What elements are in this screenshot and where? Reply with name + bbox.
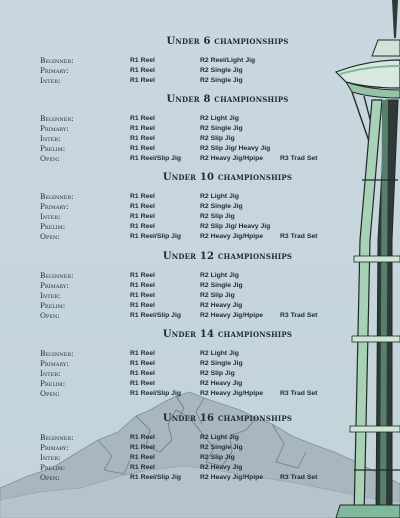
level-label: Beginner: <box>40 271 74 280</box>
level-label: Primary: <box>40 202 69 211</box>
level-label: Inter: <box>40 212 61 221</box>
round-2-dances: R2 Heavy Jig <box>200 380 243 387</box>
round-1-dances: R1 Reel <box>130 115 155 122</box>
level-label: Open: <box>40 389 60 398</box>
section-heading: Under 8 championships <box>166 94 289 105</box>
schedule-row <box>0 359 400 369</box>
level-label: Primary: <box>40 66 69 75</box>
level-label: Prelim: <box>40 144 66 153</box>
round-2-dances: R2 Heavy Jig/Hpipe <box>200 312 264 319</box>
schedule-row <box>0 389 400 399</box>
section-heading: Under 16 championships <box>162 413 293 424</box>
round-1-dances: R1 Reel/Slip Jig <box>130 390 181 397</box>
round-2-dances: R2 Single Jig <box>200 360 243 367</box>
round-2-dances: R2 Single Jig <box>200 77 243 84</box>
round-2-dances: R2 Slip Jig/ Heavy Jig <box>200 223 271 230</box>
round-3-dances: R3 Trad Set <box>280 312 318 319</box>
round-3-dances: R3 Trad Set <box>280 390 318 397</box>
level-label: Prelim: <box>40 463 66 472</box>
schedule-row <box>0 124 400 134</box>
round-1-dances: R1 Reel <box>130 380 155 387</box>
round-2-dances: R2 Single Jig <box>200 444 243 451</box>
round-1-dances: R1 Reel/Slip Jig <box>130 474 181 481</box>
round-3-dances: R3 Trad Set <box>280 233 318 240</box>
round-2-dances: R2 Heavy Jig/Hpipe <box>200 233 264 240</box>
round-2-dances: R2 Slip Jig <box>200 454 235 461</box>
round-2-dances: R2 Heavy Jig <box>200 302 243 309</box>
level-label: Open: <box>40 154 60 163</box>
level-label: Beginner: <box>40 433 74 442</box>
level-label: Open: <box>40 232 60 241</box>
round-2-dances: R2 Reel/Light Jig <box>200 57 256 64</box>
round-1-dances: R1 Reel <box>130 193 155 200</box>
schedule-row <box>0 232 400 242</box>
section-heading: Under 12 championships <box>162 251 293 262</box>
schedule-row <box>0 271 400 281</box>
schedule-row <box>0 453 400 463</box>
round-2-dances: R2 Light Jig <box>200 272 239 279</box>
level-label: Inter: <box>40 369 61 378</box>
round-3-dances: R3 Trad Set <box>280 155 318 162</box>
level-label: Beginner: <box>40 114 74 123</box>
round-2-dances: R2 Heavy Jig <box>200 464 243 471</box>
round-1-dances: R1 Reel <box>130 282 155 289</box>
round-1-dances: R1 Reel <box>130 444 155 451</box>
round-2-dances: R2 Slip Jig/ Heavy Jig <box>200 145 271 152</box>
round-2-dances: R2 Light Jig <box>200 115 239 122</box>
schedule-row <box>0 463 400 473</box>
level-label: Primary: <box>40 443 69 452</box>
schedule-row <box>0 443 400 453</box>
round-1-dances: R1 Reel <box>130 203 155 210</box>
round-1-dances: R1 Reel <box>130 57 155 64</box>
schedule-row <box>0 379 400 389</box>
schedule-row <box>0 144 400 154</box>
round-2-dances: R2 Slip Jig <box>200 370 235 377</box>
level-label: Prelim: <box>40 301 66 310</box>
schedule-row <box>0 154 400 164</box>
round-2-dances: R2 Single Jig <box>200 125 243 132</box>
round-1-dances: R1 Reel <box>130 302 155 309</box>
level-label: Inter: <box>40 134 61 143</box>
schedule-row <box>0 66 400 76</box>
round-1-dances: R1 Reel/Slip Jig <box>130 312 181 319</box>
round-1-dances: R1 Reel <box>130 370 155 377</box>
round-1-dances: R1 Reel <box>130 223 155 230</box>
schedule-row <box>0 433 400 443</box>
round-1-dances: R1 Reel <box>130 272 155 279</box>
schedule-row <box>0 212 400 222</box>
level-label: Beginner: <box>40 192 74 201</box>
level-label: Primary: <box>40 359 69 368</box>
section-heading: Under 14 championships <box>162 329 293 340</box>
round-1-dances: R1 Reel/Slip Jig <box>130 233 181 240</box>
round-1-dances: R1 Reel <box>130 434 155 441</box>
level-label: Open: <box>40 311 60 320</box>
round-2-dances: R2 Single Jig <box>200 203 243 210</box>
round-1-dances: R1 Reel <box>130 145 155 152</box>
level-label: Inter: <box>40 291 61 300</box>
round-2-dances: R2 Slip Jig <box>200 135 235 142</box>
round-1-dances: R1 Reel <box>130 464 155 471</box>
schedule-row <box>0 291 400 301</box>
level-label: Prelim: <box>40 379 66 388</box>
schedule-row <box>0 192 400 202</box>
level-label: Beginner: <box>40 349 74 358</box>
round-1-dances: R1 Reel <box>130 292 155 299</box>
level-label: Open: <box>40 473 60 482</box>
round-1-dances: R1 Reel <box>130 213 155 220</box>
schedule-row <box>0 202 400 212</box>
schedule-row <box>0 222 400 232</box>
round-1-dances: R1 Reel <box>130 125 155 132</box>
schedule-row <box>0 311 400 321</box>
round-1-dances: R1 Reel <box>130 135 155 142</box>
round-2-dances: R2 Single Jig <box>200 67 243 74</box>
schedule-row <box>0 56 400 66</box>
schedule-row <box>0 114 400 124</box>
round-2-dances: R2 Light Jig <box>200 350 239 357</box>
level-label: Prelim: <box>40 222 66 231</box>
round-1-dances: R1 Reel/Slip Jig <box>130 155 181 162</box>
level-label: Primary: <box>40 124 69 133</box>
level-label: Inter: <box>40 453 61 462</box>
level-label: Beginner: <box>40 56 74 65</box>
round-2-dances: R2 Light Jig <box>200 193 239 200</box>
round-1-dances: R1 Reel <box>130 350 155 357</box>
schedule-row <box>0 473 400 483</box>
round-2-dances: R2 Light Jig <box>200 434 239 441</box>
level-label: Primary: <box>40 281 69 290</box>
round-2-dances: R2 Single Jig <box>200 282 243 289</box>
schedule-row <box>0 281 400 291</box>
round-1-dances: R1 Reel <box>130 360 155 367</box>
round-2-dances: R2 Heavy Jig/Hpipe <box>200 474 264 481</box>
schedule-row <box>0 349 400 359</box>
round-1-dances: R1 Reel <box>130 67 155 74</box>
section-heading: Under 10 championships <box>162 172 293 183</box>
round-1-dances: R1 Reel <box>130 454 155 461</box>
round-1-dances: R1 Reel <box>130 77 155 84</box>
schedule-row <box>0 76 400 86</box>
section-heading: Under 6 championships <box>166 36 289 47</box>
round-2-dances: R2 Heavy Jig/Hpipe <box>200 155 264 162</box>
round-2-dances: R2 Slip Jig <box>200 292 235 299</box>
round-2-dances: R2 Slip Jig <box>200 213 235 220</box>
round-2-dances: R2 Heavy Jig/Hpipe <box>200 390 264 397</box>
schedule-row <box>0 134 400 144</box>
schedule-row <box>0 301 400 311</box>
level-label: Inter: <box>40 76 61 85</box>
schedule-row <box>0 369 400 379</box>
round-3-dances: R3 Trad Set <box>280 474 318 481</box>
